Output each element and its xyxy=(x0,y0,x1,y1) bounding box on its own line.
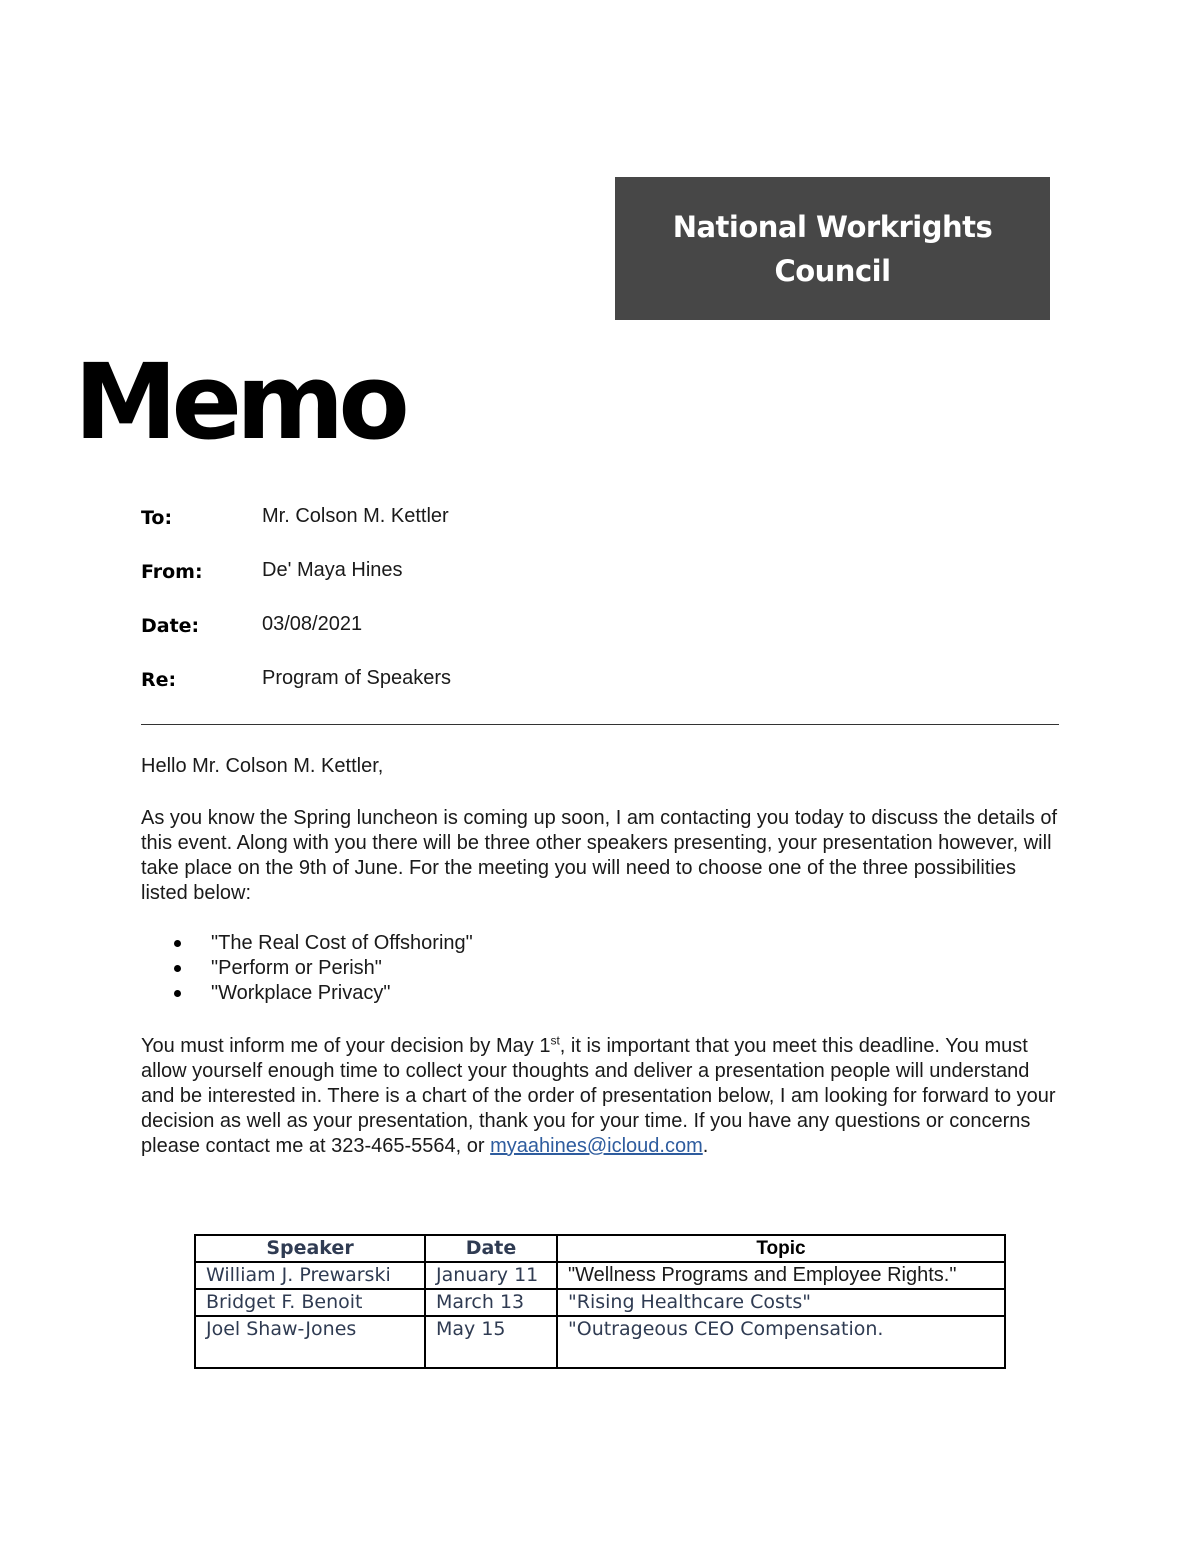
option-text: "The Real Cost of Offshoring" xyxy=(211,932,473,954)
greeting-text: Hello Mr. Colson M. Kettler, xyxy=(141,755,384,777)
list-item xyxy=(141,981,473,1006)
list-item xyxy=(141,956,473,981)
organization-name: National Workrights Council xyxy=(672,209,993,288)
header-divider xyxy=(141,724,1059,725)
paragraph-deadline xyxy=(141,1034,1061,1159)
topic-cell: "Rising Healthcare Costs" xyxy=(557,1289,1005,1316)
re-value: Program of Speakers xyxy=(262,667,451,689)
re-label: Re: xyxy=(141,669,177,691)
table-header-row xyxy=(195,1235,1005,1262)
bullet-icon xyxy=(174,990,181,997)
from-label: From: xyxy=(141,561,203,583)
column-header-date: Date xyxy=(425,1235,557,1262)
greeting xyxy=(141,754,1061,779)
table-row xyxy=(195,1289,1005,1316)
table-row xyxy=(195,1262,1005,1289)
paragraph-intro-text: As you know the Spring luncheon is coming up soon, I am contacting you today to discuss the details of this event. Along with you there will be three other speakers presenting, your presentation however, will take place on the 9th of June. For the meeting you will need to choose one of the three possibilities listed below: xyxy=(141,807,1058,904)
column-header-topic: Topic xyxy=(557,1235,1005,1262)
topic-cell: "Outrageous CEO Compensation. xyxy=(557,1316,1005,1368)
memo-title: Memo xyxy=(74,341,404,463)
deadline-text: You must inform me of your decision by May 1 xyxy=(141,1035,551,1057)
date-label: Date: xyxy=(141,615,200,637)
paragraph-deadline-text xyxy=(141,1034,1061,1159)
paragraph-intro xyxy=(141,806,1061,906)
paragraph-end: . xyxy=(702,1135,709,1157)
email-link[interactable]: myaahines@icloud.com xyxy=(490,1135,703,1157)
bullet-icon xyxy=(174,965,181,972)
table-row xyxy=(195,1316,1005,1368)
date-value: 03/08/2021 xyxy=(262,613,363,635)
organization-banner xyxy=(615,177,1050,320)
deadline-text-rest: , it is important that you meet this deadline. You must allow yourself enough time to collect your thoughts and deliver a presentation people will understand and be interested in. There is a chart of the order of presentation below, I am looking for forward to your decision as well as your presentation, thank you for your time. If you have any questions or concerns please contact me at 323-465-5564, or xyxy=(141,1035,1056,1157)
option-text: "Workplace Privacy" xyxy=(211,982,391,1004)
from-value: De' Maya Hines xyxy=(262,559,403,581)
speaker-cell: Bridget F. Benoit xyxy=(195,1289,425,1316)
column-header-speaker: Speaker xyxy=(195,1235,425,1262)
date-cell: January 11 xyxy=(425,1262,557,1289)
to-value: Mr. Colson M. Kettler xyxy=(262,505,449,527)
topic-cell: "Wellness Programs and Employee Rights." xyxy=(557,1262,1005,1289)
topic-options-list xyxy=(141,931,473,1006)
speaker-schedule-table xyxy=(194,1234,1006,1369)
to-label: To: xyxy=(141,507,173,529)
bullet-icon xyxy=(174,940,181,947)
date-cell: May 15 xyxy=(425,1316,557,1368)
option-text: "Perform or Perish" xyxy=(211,957,382,979)
speaker-cell: Joel Shaw-Jones xyxy=(195,1316,425,1368)
speaker-cell: William J. Prewarski xyxy=(195,1262,425,1289)
ordinal-suffix: st xyxy=(550,1033,560,1048)
list-item xyxy=(141,931,473,956)
date-cell: March 13 xyxy=(425,1289,557,1316)
